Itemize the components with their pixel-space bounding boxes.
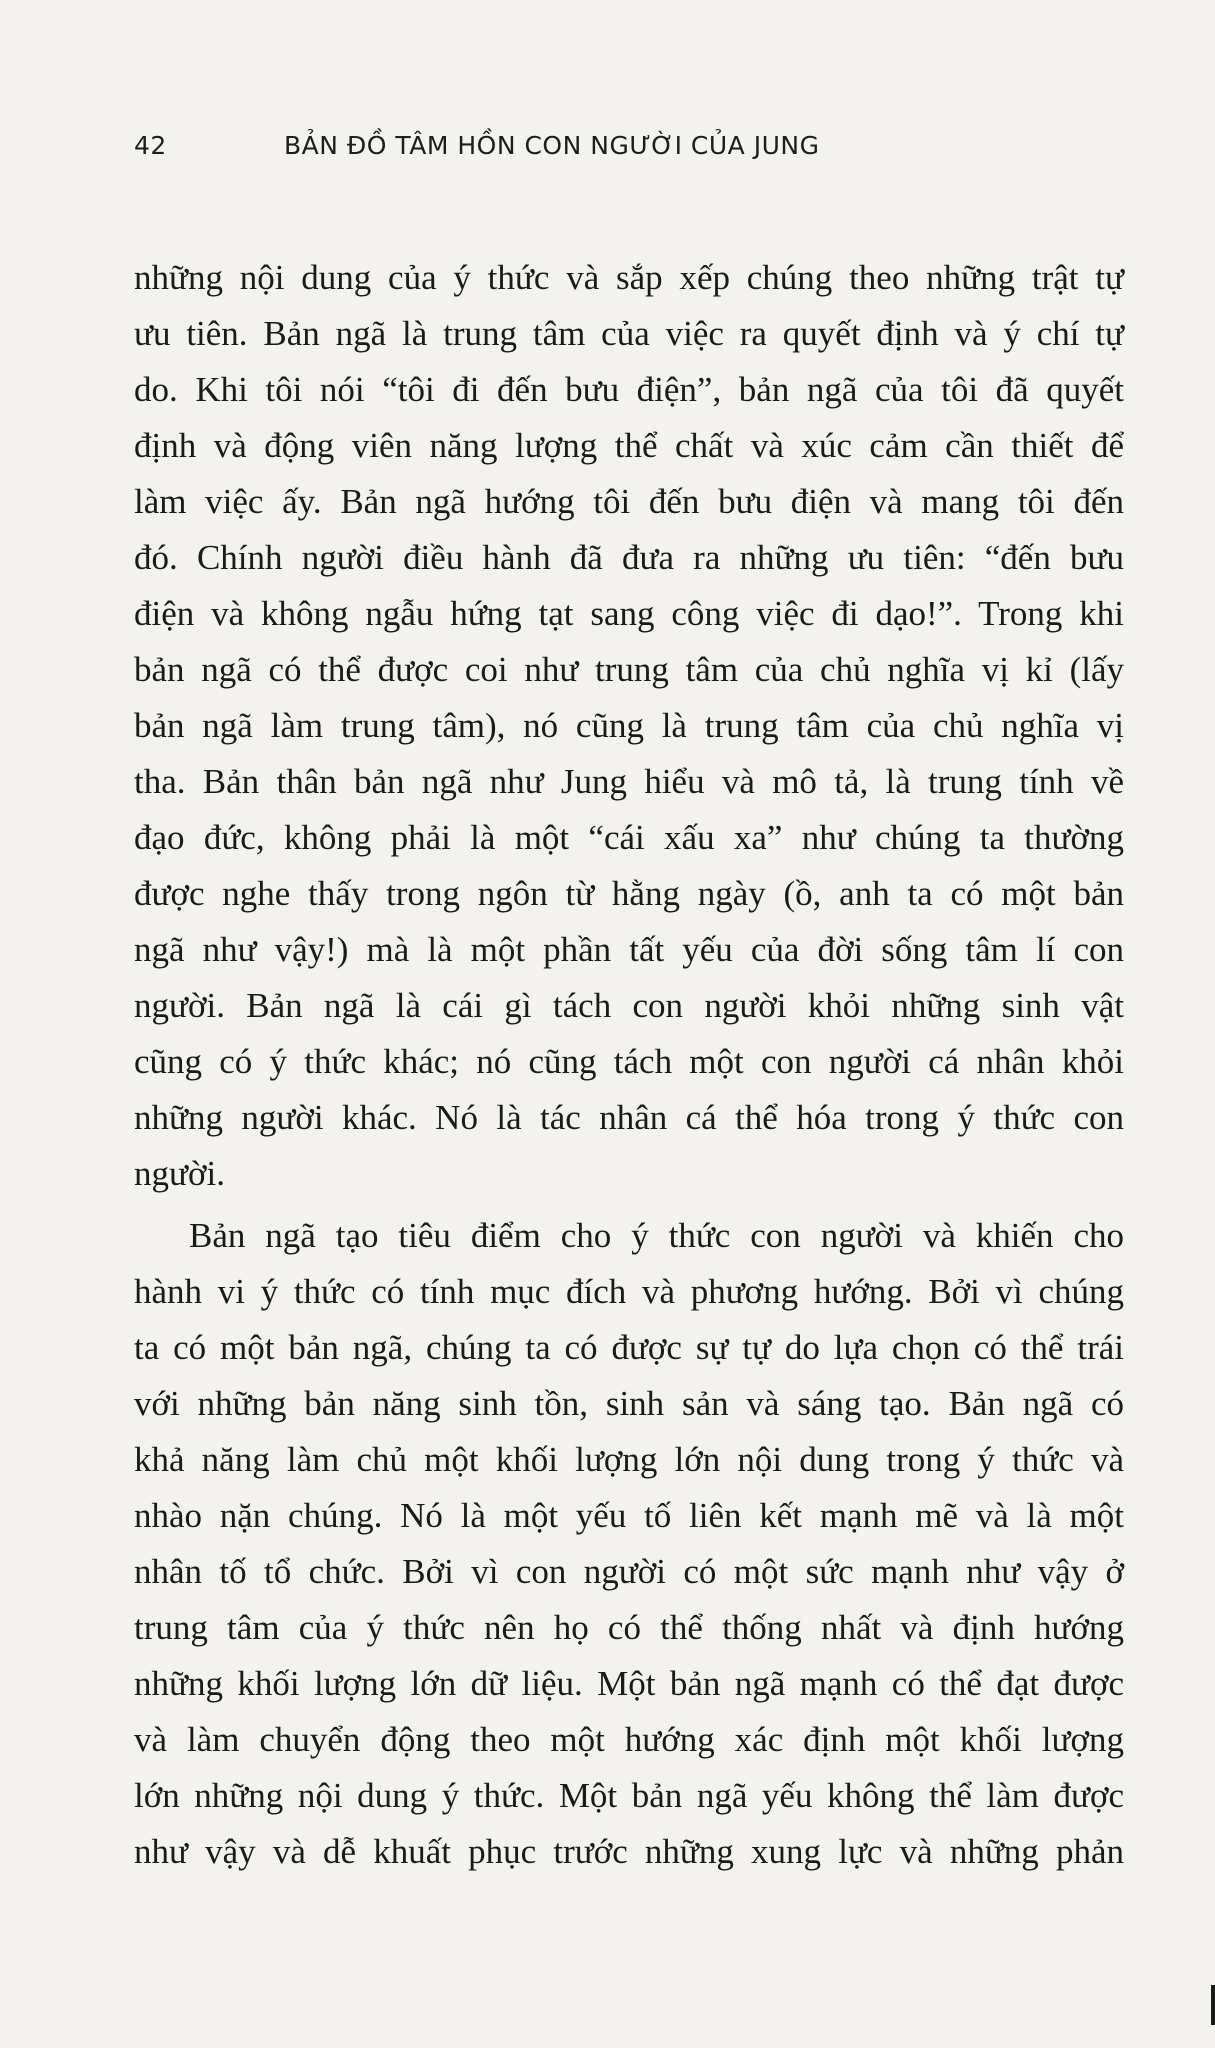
text-line: ngã như vậy!) mà là một phần tất yếu của đời sống tâm lí con [134, 930, 1124, 969]
paragraph-1 [134, 250, 1124, 1202]
text-line: những nội dung của ý thức và sắp xếp chúng theo những trật tự [134, 258, 1124, 297]
paragraph-2 [134, 1208, 1124, 1880]
text-line: nhào nặn chúng. Nó là một yếu tố liên kết mạnh mẽ và là một [134, 1496, 1124, 1535]
text-line: nhân tố tổ chức. Bởi vì con người có một sức mạnh như vậy ở [134, 1552, 1124, 1591]
body-text [134, 250, 1124, 1880]
text-line: và làm chuyển động theo một hướng xác định một khối lượng [134, 1720, 1124, 1759]
page-number: 42 [134, 131, 167, 160]
text-line: tha. Bản thân bản ngã như Jung hiểu và mô tả, là trung tính về [134, 762, 1124, 801]
text-line: những khối lượng lớn dữ liệu. Một bản ngã mạnh có thể đạt được [134, 1664, 1124, 1703]
text-line: những người khác. Nó là tác nhân cá thể hóa trong ý thức con [134, 1098, 1124, 1137]
text-line: đạo đức, không phải là một “cái xấu xa” như chúng ta thường [134, 818, 1124, 857]
text-line: cũng có ý thức khác; nó cũng tách một con người cá nhân khỏi [134, 1042, 1124, 1081]
text-line: với những bản năng sinh tồn, sinh sản và sáng tạo. Bản ngã có [134, 1384, 1124, 1423]
text-line: khả năng làm chủ một khối lượng lớn nội dung trong ý thức và [134, 1440, 1124, 1479]
text-line: điện và không ngẫu hứng tạt sang công việc đi dạo!”. Trong khi [134, 594, 1124, 633]
text-line: định và động viên năng lượng thể chất và xúc cảm cần thiết để [134, 426, 1124, 465]
text-line: trung tâm của ý thức nên họ có thể thống nhất và định hướng [134, 1608, 1124, 1647]
text-line: đó. Chính người điều hành đã đưa ra những ưu tiên: “đến bưu [134, 538, 1124, 577]
text-line: hành vi ý thức có tính mục đích và phương hướng. Bởi vì chúng [134, 1272, 1124, 1311]
text-line: lớn những nội dung ý thức. Một bản ngã yếu không thể làm được [134, 1776, 1124, 1815]
text-line: Bản ngã tạo tiêu điểm cho ý thức con người và khiến cho [189, 1216, 1124, 1255]
text-line: ta có một bản ngã, chúng ta có được sự tự do lựa chọn có thể trái [134, 1328, 1124, 1367]
chapter-running-title: BẢN ĐỒ TÂM HỒN CON NGƯỜI CỦA JUNG [284, 131, 820, 160]
text-line: người. Bản ngã là cái gì tách con người khỏi những sinh vật [134, 986, 1124, 1025]
running-header [134, 131, 1124, 171]
text-line: được nghe thấy trong ngôn từ hằng ngày (ồ, anh ta có một bản [134, 874, 1124, 913]
text-line: làm việc ấy. Bản ngã hướng tôi đến bưu điện và mang tôi đến [134, 482, 1124, 521]
text-line: do. Khi tôi nói “tôi đi đến bưu điện”, bản ngã của tôi đã quyết [134, 370, 1124, 409]
text-line: bản ngã có thể được coi như trung tâm của chủ nghĩa vị kỉ (lấy [134, 650, 1124, 689]
text-line: bản ngã làm trung tâm), nó cũng là trung tâm của chủ nghĩa vị [134, 706, 1124, 745]
text-line: người. [134, 1154, 225, 1193]
text-line: như vậy và dễ khuất phục trước những xung lực và những phản [134, 1832, 1124, 1871]
text-line: ưu tiên. Bản ngã là trung tâm của việc ra quyết định và ý chí tự [134, 314, 1124, 353]
page-edge-mark [1211, 1985, 1215, 2025]
